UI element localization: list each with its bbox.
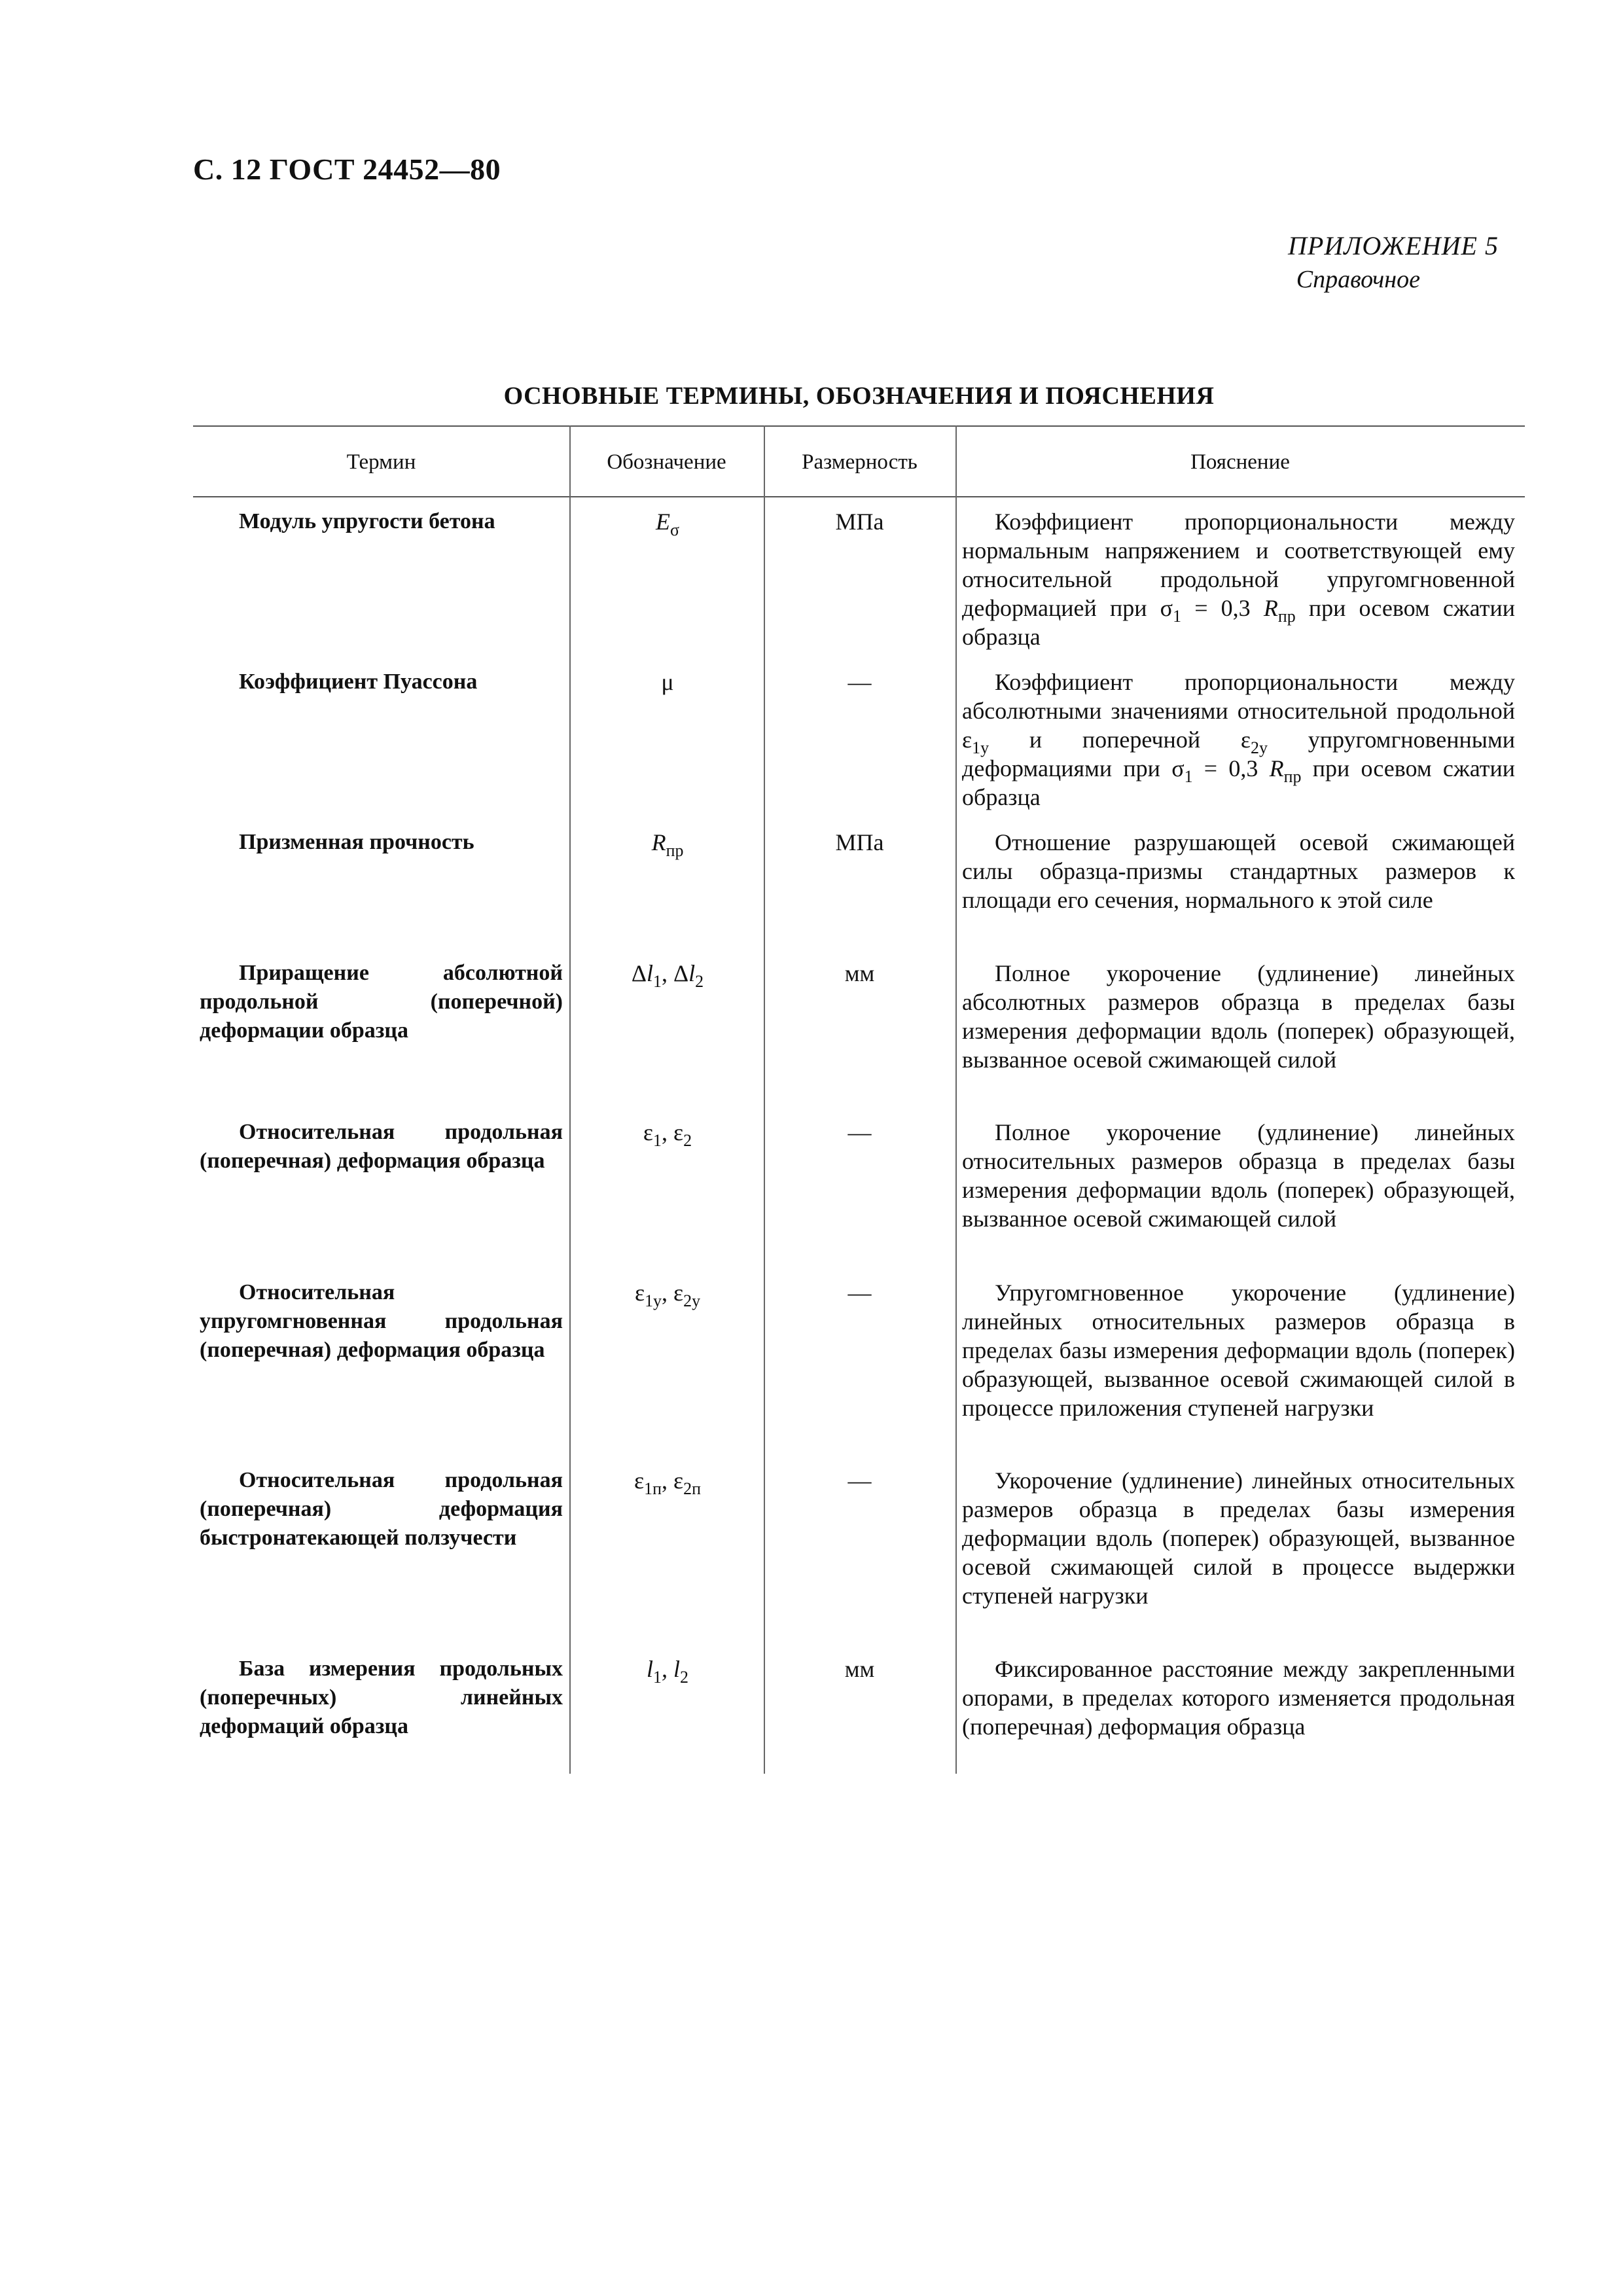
term-cell: База измерения продольных (поперечных) линейных деформаций образца: [200, 1657, 563, 1738]
term-cell: Коэффициент Пуассона: [239, 670, 478, 694]
column-divider: [764, 425, 765, 1774]
explanation-cell: Отношение разрушающей осевой сжимающей силы образца-призмы стандартных размеров к площади его сечения, нормального к этой силе: [962, 829, 1515, 913]
term-cell: Относительная продольная (поперечная) деформация быстронатекающей ползучести: [200, 1468, 563, 1550]
explanation-cell: Укорочение (удлинение) линейных относительных размеров образца в пределах базы измерения деформации вдоль (поперек) образующей, вызванное осевой сжимающей силой в процессе выдержки ступеней нагрузки: [962, 1467, 1515, 1609]
explanation-cell: Полное укорочение (удлинение) линейных относительных размеров образца в пределах базы измерения деформации вдоль (поперек) образующей, вызванное осевой сжимающей силой: [962, 1119, 1515, 1232]
dimension-cell: —: [847, 669, 872, 695]
symbol-cell: μ: [661, 669, 674, 695]
symbol-cell: $\varepsilon_1$, $\varepsilon_2$: [643, 1119, 692, 1151]
symbol-cell: $\varepsilon_{1п}$, $\varepsilon_{2п}$: [634, 1467, 701, 1499]
symbol-cell: $\Delta l_1$, $\Delta l_2$: [631, 960, 704, 992]
column-divider: [569, 425, 571, 1774]
explanation-cell: Фиксированное расстояние между закрепленными опорами, в пределах которого изменяется продольная (поперечная) деформация образца: [962, 1656, 1515, 1740]
term-cell: Приращение абсолютной продольной (поперечной) деформации образца: [200, 961, 563, 1043]
dimension-cell: МПа: [835, 829, 884, 855]
symbol-cell: $R_{пр}$: [651, 829, 684, 861]
term-cell: Призменная прочность: [239, 830, 474, 854]
explanation-cell: Упругомгновенное укорочение (удлинение) линейных относительных размеров образца в пределах базы измерения деформации вдоль (поперек) образующей, вызванное осевой сжимающей силой в процессе приложения ступеней нагрузки: [962, 1280, 1515, 1421]
dimension-cell: —: [847, 1280, 872, 1306]
column-divider: [955, 425, 957, 1774]
column-header-symbol: Обозначение: [607, 450, 726, 474]
symbol-cell: $E_\sigma$: [656, 509, 679, 540]
appendix-block: [1288, 230, 1499, 294]
appendix-title: ПРИЛОЖЕНИЕ 5: [1288, 231, 1499, 260]
dimension-cell: мм: [844, 1656, 875, 1682]
terms-table: [193, 425, 1525, 1774]
dimension-cell: —: [847, 1119, 872, 1145]
dimension-cell: мм: [844, 960, 875, 986]
symbol-cell: $\varepsilon_{1у}$, $\varepsilon_{2у}$: [634, 1280, 701, 1311]
table-top-rule: [193, 425, 1525, 427]
term-cell: Модуль упругости бетона: [239, 509, 495, 533]
term-cell: Относительная продольная (поперечная) деформация образца: [200, 1120, 563, 1173]
appendix-subtitle: Справочное: [1296, 266, 1420, 293]
symbol-cell: $l_1$, $l_2$: [647, 1656, 688, 1687]
dimension-cell: —: [847, 1467, 872, 1494]
dimension-cell: МПа: [835, 509, 884, 535]
column-header-term: Термин: [346, 450, 416, 474]
explanation-cell: Коэффициент пропорциональности между нормальным напряжением и соответствующей ему относительной продольной упругомгновенной деформацией при $\sigma_1 = 0,3$ $R_{пр}$ при осевом сжатии образца: [962, 509, 1515, 650]
page-header: С. 12 ГОСТ 24452—80: [193, 152, 501, 186]
column-header-dimension: Размерность: [802, 450, 918, 474]
column-header-explanation: Пояснение: [1190, 450, 1290, 474]
table-title: ОСНОВНЫЕ ТЕРМИНЫ, ОБОЗНАЧЕНИЯ И ПОЯСНЕНИЯ: [503, 382, 1215, 410]
table-header-rule: [193, 496, 1525, 497]
explanation-cell: Коэффициент пропорциональности между абсолютными значениями относительной продольной $\varepsilon_{1у}$ и поперечной $\varepsilon_{2у}$ упругомгновенными деформациями при $\sigma_1 = 0,3$ $R_{пр}$ при осевом сжатии образца: [962, 669, 1516, 810]
explanation-cell: Полное укорочение (удлинение) линейных абсолютных размеров образца в пределах базы измерения деформации вдоль (поперек) образующей, вызванное осевой сжимающей силой: [962, 960, 1515, 1073]
term-cell: Относительная упругомгновенная продольная (поперечная) деформация образца: [200, 1280, 563, 1362]
